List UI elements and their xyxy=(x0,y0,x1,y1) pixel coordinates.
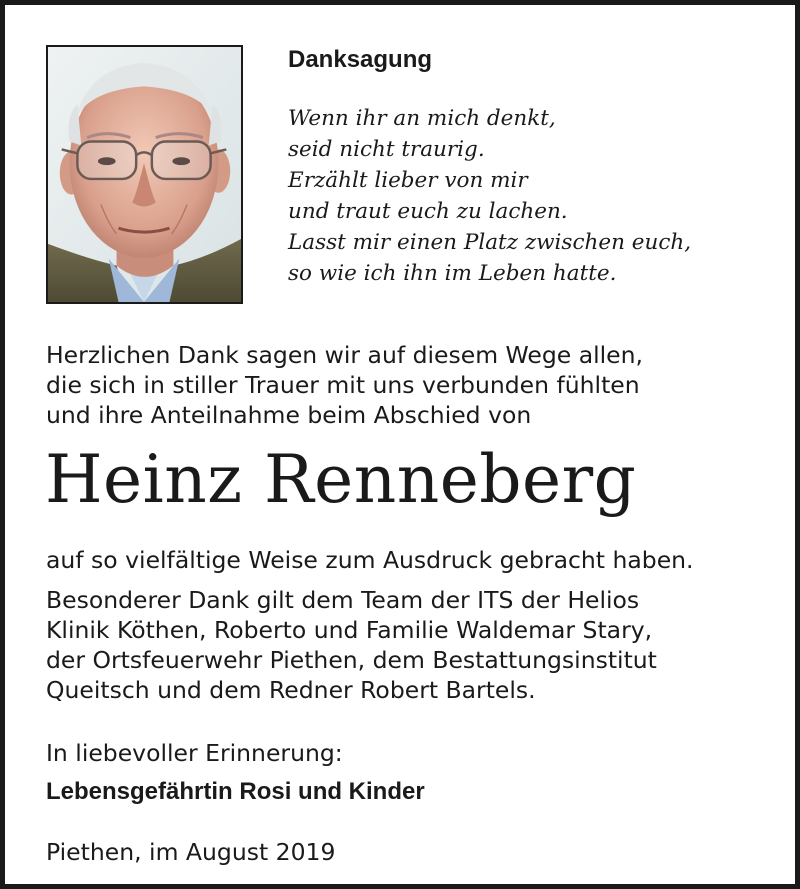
poem-line: und traut euch zu lachen. xyxy=(288,199,568,224)
place-date: Piethen, im August 2019 xyxy=(46,838,336,866)
poem-line: seid nicht traurig. xyxy=(288,137,485,162)
poem-line: so wie ich ihn im Leben hatte. xyxy=(288,261,617,286)
poem xyxy=(288,103,691,289)
poem-line: Wenn ihr an mich denkt, xyxy=(288,106,556,131)
heading-danksagung: Danksagung xyxy=(288,46,433,73)
thanks-line: Klinik Köthen, Roberto und Familie Waldemar Stary, xyxy=(46,616,653,644)
poem-line: Lasst mir einen Platz zwischen euch, xyxy=(288,230,692,255)
poem-line: Erzählt lieber von mir xyxy=(288,168,528,193)
intro-line: Herzlichen Dank sagen wir auf diesem Wege allen, xyxy=(46,341,644,369)
intro-line: die sich in stiller Trauer mit uns verbunden fühlten xyxy=(46,371,640,399)
intro-line: und ihre Anteilnahme beim Abschied von xyxy=(46,401,532,429)
thanks-line: Queitsch und dem Redner Robert Bartels. xyxy=(46,676,536,704)
portrait-photo xyxy=(46,45,243,304)
after-name-text xyxy=(46,545,694,575)
intro-text xyxy=(46,340,643,430)
portrait-photo-icon xyxy=(48,47,241,302)
after-name-line: auf so vielfältige Weise zum Ausdruck gebracht haben. xyxy=(46,546,694,574)
deceased-name: Heinz Renneberg xyxy=(45,441,637,518)
thanks-line: der Ortsfeuerwehr Piethen, dem Bestattungsinstitut xyxy=(46,646,657,674)
special-thanks-text xyxy=(46,585,657,705)
family-signature: Lebensgefährtin Rosi und Kinder xyxy=(46,778,425,805)
thanks-line: Besonderer Dank gilt dem Team der ITS der Helios xyxy=(46,586,640,614)
memory-line: In liebevoller Erinnerung: xyxy=(46,739,343,767)
